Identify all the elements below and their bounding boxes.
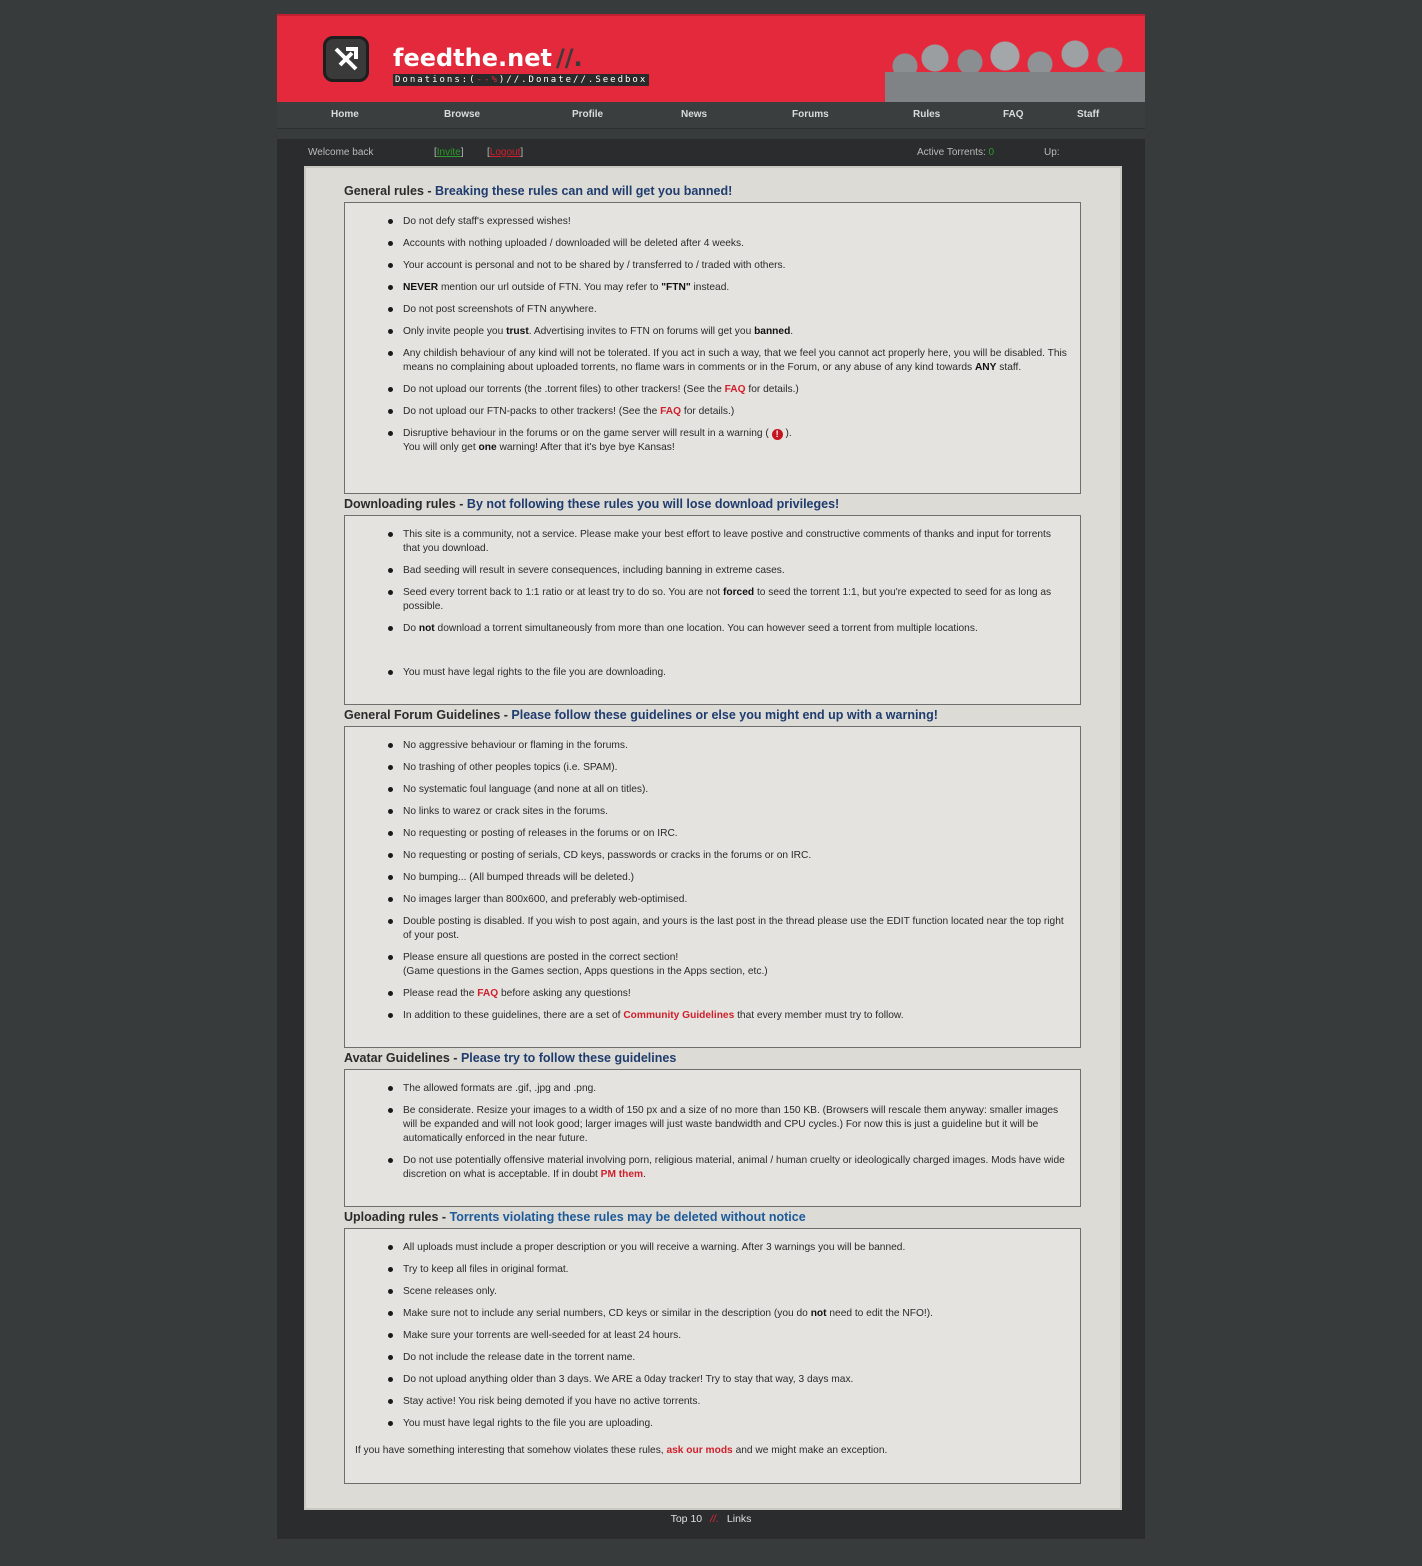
footer	[277, 1513, 1145, 1525]
footer-links-link[interactable]: Links	[726, 1513, 752, 1525]
site-name[interactable]	[393, 44, 583, 72]
site-name-text: feedthe.net	[393, 44, 552, 72]
footer-separator: //.	[710, 1513, 719, 1525]
section-avatar-guidelines	[344, 1051, 1081, 1207]
list-item: Do not upload anything older than 3 days. We ARE a 0day tracker! Try to stay that way, 3 days max.	[403, 1373, 1068, 1387]
list-item: This site is a community, not a service. Please make your best effort to leave postive and constructive comments of thanks and input for torrents that you download.	[403, 528, 1068, 556]
donate-seedbox-links[interactable]: )//.Donate//.Seedbox	[498, 75, 648, 85]
faq-link[interactable]: FAQ	[660, 406, 682, 417]
list-item: The allowed formats are .gif, .jpg and .png.	[403, 1082, 1068, 1096]
list-item: You must have legal rights to the file you are downloading.	[403, 666, 1068, 680]
footer-top10-link[interactable]: Top 10	[670, 1513, 703, 1525]
page-wrapper	[277, 14, 1145, 1539]
section-title-text: General rules	[344, 184, 424, 198]
active-torrents	[917, 139, 994, 167]
welcome-text: Welcome back	[308, 147, 374, 158]
rules-box	[344, 515, 1081, 705]
section-forum-guidelines	[344, 708, 1081, 1048]
list-item: Double posting is disabled. If you wish to post again, and yours is the last post in the thread please use the EDIT function located near the top right of your post.	[403, 915, 1068, 943]
section-title: Avatar Guidelines - Please try to follow these guidelines	[344, 1051, 677, 1065]
nav-staff[interactable]: Staff	[1077, 109, 1100, 120]
list-item: Be considerate. Resize your images to a width of 150 px and a size of no more than 150 KB. (Browsers will rescale them anyway: smaller images will be expanded and will not look good; larger images will just waste bandwidth and CPU cycles.) For now this is just a guideline but it will be automatically enforced in the near future.	[403, 1104, 1068, 1146]
section-title: Uploading rules - Torrents violating these rules may be deleted without notice	[344, 1210, 806, 1224]
invite-link[interactable]: Invite	[436, 147, 461, 158]
list-item: Seed every torrent back to 1:1 ratio or at least try to do so. You are not forced to seed the torrent 1:1, but you're expected to seed for as long as possible.	[403, 586, 1068, 614]
rules-list	[345, 1241, 1068, 1431]
list-item: Do not use potentially offensive material involving porn, religious material, animal / human cruelty or ideologically charged images. Mods have wide discretion on what is acceptable. If in doubt PM them.	[403, 1154, 1068, 1182]
faq-link[interactable]: FAQ	[477, 988, 499, 999]
list-item: Accounts with nothing uploaded / downloaded will be deleted after 4 weeks.	[403, 237, 1068, 251]
section-title-text: Uploading rules	[344, 1210, 439, 1224]
section-general-rules	[344, 184, 1081, 494]
note-text: If you have something interesting that somehow violates these rules,	[355, 1445, 664, 1456]
section-uploading-rules	[344, 1210, 1081, 1484]
rules-list	[345, 1082, 1068, 1182]
list-item: No requesting or posting of serials, CD keys, passwords or cracks in the forums or on IRC.	[403, 849, 1068, 863]
nav-forums[interactable]: Forums	[792, 109, 829, 120]
list-item: Only invite people you trust. Advertising invites to FTN on forums will get you banned.	[403, 325, 1068, 339]
user-bar	[277, 139, 1145, 165]
list-item: You must have legal rights to the file you are uploading.	[403, 1417, 1068, 1431]
list-item: No requesting or posting of releases in the forums or on IRC.	[403, 827, 1068, 841]
list-item: No systematic foul language (and none at all on titles).	[403, 783, 1068, 797]
list-item: No bumping... (All bumped threads will be deleted.)	[403, 871, 1068, 885]
list-item: Scene releases only.	[403, 1285, 1068, 1299]
section-subtitle: Please try to follow these guidelines	[460, 1051, 677, 1065]
list-item: No aggressive behaviour or flaming in the forums.	[403, 739, 1068, 753]
logout-group: [Logout]	[487, 147, 524, 158]
section-downloading-rules	[344, 497, 1081, 705]
list-item: Any childish behaviour of any kind will not be tolerated. If you act in such a way, that we feel you cannot act properly here, you will be disabled. This means no complaining about uploaded torrents, no flame wars in comments or in the Forum, or any abuse of any kind towards ANY staff.	[403, 348, 1067, 373]
warning-icon: !	[772, 429, 783, 440]
list-item: No trashing of other peoples topics (i.e. SPAM).	[403, 761, 1068, 775]
rules-box	[344, 1069, 1081, 1207]
list-item: Please ensure all questions are posted in the correct section! (Game questions in the Games section, Apps questions in the Apps section, etc.)	[403, 951, 1068, 979]
nav-browse[interactable]: Browse	[444, 109, 481, 120]
rules-list	[345, 215, 1068, 455]
rules-box	[344, 726, 1081, 1048]
list-item: In addition to these guidelines, there are a set of Community Guidelines that every member must try to follow.	[403, 1009, 1068, 1023]
donations-bar	[393, 74, 649, 86]
section-title: General rules - Breaking these rules can and will get you banned!	[344, 184, 733, 198]
list-item: Do not defy staff's expressed wishes!	[403, 215, 1068, 229]
nav-rules[interactable]: Rules	[913, 109, 941, 120]
invite-group: [Invite]	[434, 147, 464, 158]
rules-content	[304, 166, 1122, 1510]
donations-value: --%	[476, 75, 499, 85]
nav-home[interactable]: Home	[331, 109, 359, 120]
main-nav	[277, 102, 1145, 129]
section-subtitle: By not following these rules you will lose download privileges!	[466, 497, 840, 511]
list-item: Make sure not to include any serial numbers, CD keys or similar in the description (you do not need to edit the NFO!).	[403, 1307, 1068, 1321]
section-title: Downloading rules - By not following these rules you will lose download privileges!	[344, 497, 840, 511]
list-item: Please read the FAQ before asking any questions!	[403, 987, 1068, 1001]
active-torrents-label: Active Torrents:	[917, 147, 986, 158]
site-header	[277, 14, 1145, 102]
section-subtitle: Please follow these guidelines or else you might end up with a warning!	[511, 708, 938, 722]
faq-link[interactable]: FAQ	[724, 384, 746, 395]
list-item: Disruptive behaviour in the forums or on the game server will result in a warning ( ! ). You will only get one warning! After that it's bye bye Kansas!	[403, 427, 1068, 455]
pm-them-link[interactable]: PM them	[600, 1169, 644, 1180]
list-item: NEVER mention our url outside of FTN. You may refer to "FTN" instead.	[403, 281, 1068, 295]
list-item: No links to warez or crack sites in the forums.	[403, 805, 1068, 819]
list-item: Do not include the release date in the torrent name.	[403, 1351, 1068, 1365]
list-item: Make sure your torrents are well-seeded for at least 24 hours.	[403, 1329, 1068, 1343]
ask-mods-link[interactable]: ask our mods	[666, 1445, 733, 1456]
list-item: Stay active! You risk being demoted if you have no active torrents.	[403, 1395, 1068, 1409]
rules-list	[345, 739, 1068, 1023]
list-item: Do not upload our torrents (the .torrent files) to other trackers! (See the FAQ for details.)	[403, 383, 1068, 397]
ftn-logo-icon[interactable]	[323, 36, 369, 82]
list-item: All uploads must include a proper description or you will receive a warning. After 3 warnings you will be banned.	[403, 1241, 1068, 1255]
list-item: Do not upload our FTN-packs to other trackers! (See the FAQ for details.)	[403, 405, 1068, 419]
list-item: Do not post screenshots of FTN anywhere.	[403, 303, 1068, 317]
section-title-text: General Forum Guidelines	[344, 708, 501, 722]
nav-news[interactable]: News	[681, 109, 708, 120]
section-subtitle: Breaking these rules can and will get you banned!	[435, 184, 733, 198]
section-title-text: Downloading rules	[344, 497, 456, 511]
nav-faq[interactable]: FAQ	[1003, 109, 1024, 120]
logout-link[interactable]: Logout	[489, 147, 521, 158]
donations-label: Donations:(	[395, 75, 477, 85]
site-name-suffix: //.	[555, 44, 583, 72]
list-item: No images larger than 800x600, and preferably web-optimised.	[403, 893, 1068, 907]
list-item: Try to keep all files in original format.	[403, 1263, 1068, 1277]
list-item: Your account is personal and not to be shared by / transferred to / traded with others.	[403, 259, 1068, 273]
note-text-end: and we might make an exception.	[735, 1445, 888, 1456]
section-title: General Forum Guidelines - Please follow these guidelines or else you might end up with a warning!	[344, 708, 938, 722]
section-title-text: Avatar Guidelines	[344, 1051, 450, 1065]
content-frame	[277, 139, 1145, 1539]
active-torrents-value: 0	[988, 147, 995, 158]
list-item: Bad seeding will result in severe consequences, including banning in extreme cases.	[403, 564, 1068, 578]
community-guidelines-link[interactable]: Community Guidelines	[623, 1010, 735, 1021]
crowd-illustration	[885, 36, 1145, 102]
rules-list	[345, 528, 1068, 680]
list-item: Do not download a torrent simultaneously from more than one location. You can however seed a torrent from multiple locations.	[403, 622, 1068, 636]
nav-profile[interactable]: Profile	[572, 109, 604, 120]
exception-note	[345, 1445, 1068, 1456]
section-subtitle: Torrents violating these rules may be deleted without notice	[449, 1210, 806, 1224]
rules-box	[344, 202, 1081, 494]
rules-box	[344, 1228, 1081, 1484]
upload-stat-label: Up:	[1044, 147, 1060, 158]
